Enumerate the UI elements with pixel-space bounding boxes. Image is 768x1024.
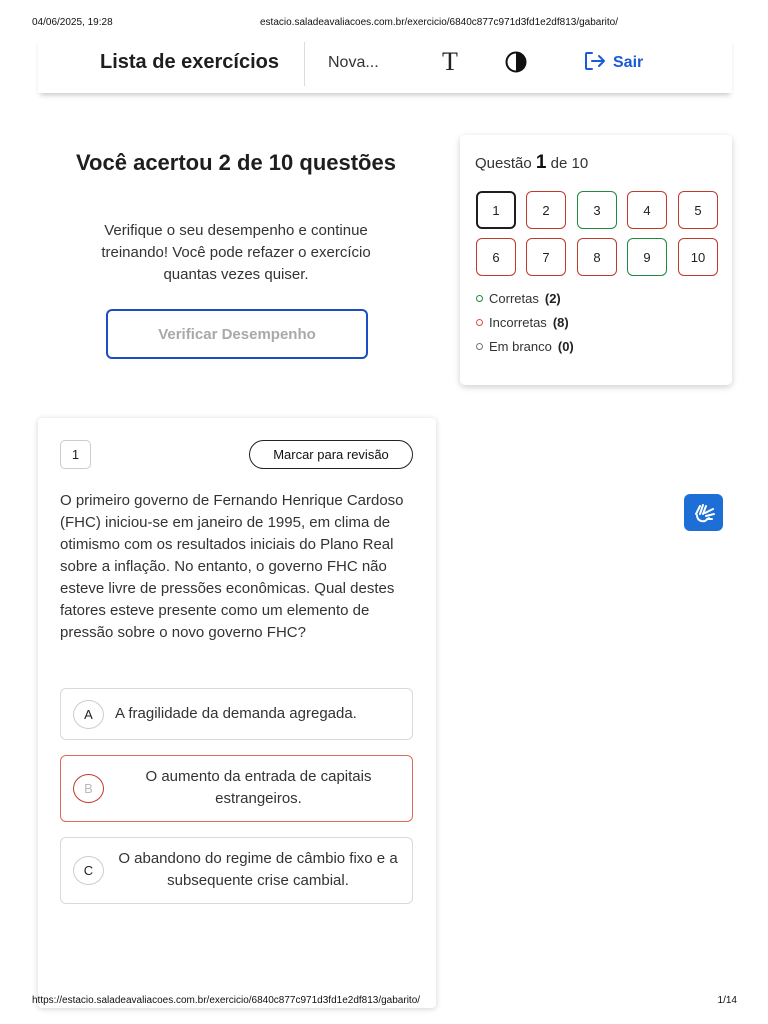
option-b[interactable] [60, 755, 413, 822]
print-header [0, 17, 768, 29]
option-text: O aumento da entrada de capitais estrangeiros. [145, 768, 372, 807]
option-c[interactable] [60, 837, 413, 904]
result-title: Você acertou 2 de 10 questões [76, 150, 396, 175]
blank-dot-icon [476, 343, 483, 350]
incorrect-dot-icon [476, 319, 483, 326]
option-a[interactable] [60, 688, 413, 740]
option-letter: A [73, 700, 104, 729]
question-button[interactable]: 3 [577, 191, 617, 229]
contrast-icon[interactable] [505, 51, 527, 73]
legend-correct: Corretas (2) [476, 291, 561, 306]
verify-performance-button[interactable]: Verificar Desempenho [106, 309, 368, 359]
logout-button[interactable] [584, 51, 643, 75]
option-text: O abandono do regime de câmbio fixo e a subsequente crise cambial. [118, 850, 398, 889]
print-url: estacio.saladeavaliacoes.com.br/exercicio/6840c877c971d3fd1e2df813/gabarito/ [260, 17, 619, 28]
font-size-icon[interactable]: T [442, 47, 458, 76]
legend-blank: Em branco (0) [476, 339, 574, 354]
question-button[interactable]: 2 [526, 191, 566, 229]
option-text: A fragilidade da demanda agregada. [115, 705, 357, 722]
question-button[interactable]: 7 [526, 238, 566, 276]
question-card [38, 418, 436, 1008]
question-text: O primeiro governo de Fernando Henrique Cardoso (FHC) iniciou-se em janeiro de 1995, em clima de otimismo com os resultados iniciais do Plano Real sobre a inflação. No entanto, o governo FHC não esteve livre de pressões econômicas. Qual destes fatores esteve presente como um elemento de pressão sobre o novo governo FHC? [60, 492, 404, 641]
sign-language-icon[interactable] [684, 494, 723, 531]
top-bar [38, 38, 732, 93]
correct-dot-icon [476, 295, 483, 302]
question-button[interactable]: 5 [678, 191, 718, 229]
question-button[interactable]: 4 [627, 191, 667, 229]
print-footer [0, 995, 768, 1007]
question-button[interactable]: 9 [627, 238, 667, 276]
question-button[interactable]: 8 [577, 238, 617, 276]
option-letter: B [73, 774, 104, 803]
page-title: Lista de exercícios [100, 51, 279, 73]
current-question-number: 1 [535, 152, 547, 173]
header-divider [304, 42, 305, 86]
mark-for-review-button[interactable]: Marcar para revisão [249, 440, 413, 469]
result-description: Verifique o seu desempenho e continue treinando! Você pode refazer o exercício quantas vezes quiser. [101, 222, 371, 283]
logout-label: Sair [613, 54, 644, 71]
print-datetime: 04/06/2025, 19:28 [32, 17, 113, 28]
question-button[interactable]: 6 [476, 238, 516, 276]
question-number-badge: 1 [60, 440, 91, 469]
logout-icon [584, 51, 606, 76]
print-footer-url: https://estacio.saladeavaliacoes.com.br/exercicio/6840c877c971d3fd1e2df813/gabarito/ [32, 995, 421, 1006]
question-button[interactable]: 10 [678, 238, 718, 276]
exercise-name[interactable]: Nova... [328, 54, 379, 71]
question-counter: Questão 1 de 10 [475, 152, 589, 173]
print-page-number: 1/14 [717, 995, 737, 1006]
question-navigator [460, 135, 732, 385]
question-button[interactable]: 1 [476, 191, 516, 229]
option-letter: C [73, 856, 104, 885]
legend-incorrect: Incorretas (8) [476, 315, 569, 330]
